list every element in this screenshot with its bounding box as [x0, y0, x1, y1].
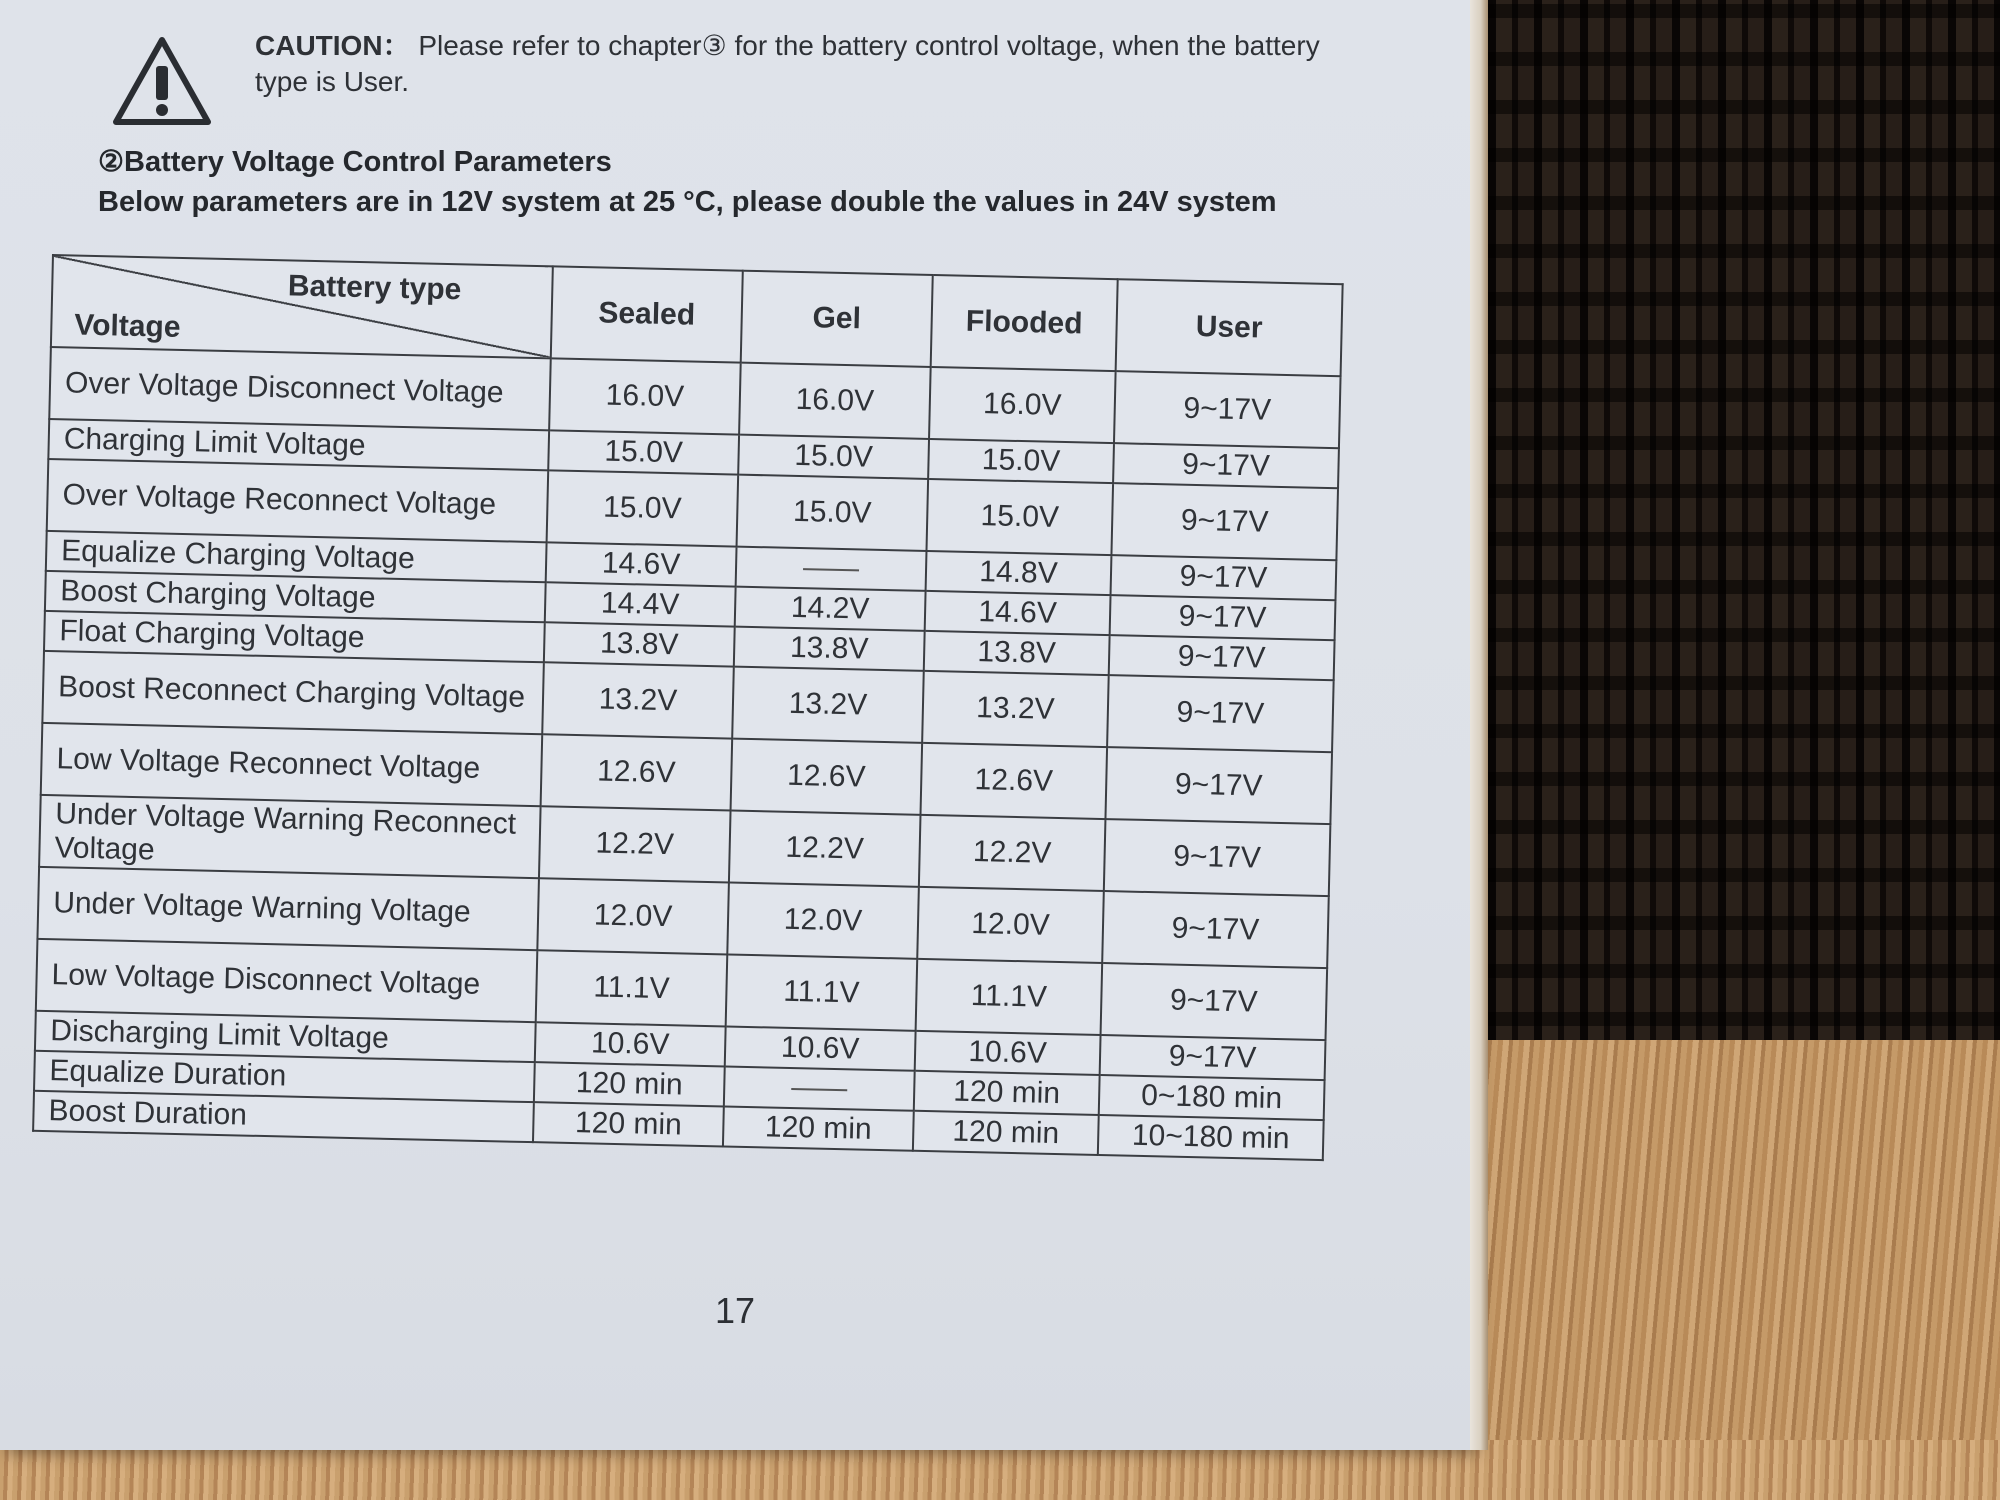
cell-flooded: 10.6V: [915, 1031, 1101, 1075]
cell-gel: 12.0V: [727, 883, 919, 959]
column-header-flooded: Flooded: [931, 275, 1118, 371]
row-label: Boost Duration: [33, 1091, 534, 1142]
cell-user: 9~17V: [1102, 891, 1329, 968]
page-number: 17: [715, 1290, 756, 1331]
voltage-label: Voltage: [74, 308, 181, 344]
cell-flooded: 13.8V: [924, 631, 1110, 675]
cell-flooded: 14.8V: [926, 551, 1112, 595]
cell-user: 9~17V: [1101, 963, 1328, 1040]
cell-sealed: 13.8V: [544, 622, 735, 666]
cell-flooded: 13.2V: [922, 671, 1109, 747]
cell-sealed: 13.2V: [542, 662, 734, 738]
section-note: Below parameters are in 12V system at 25 °C, please double the values in 24V system: [98, 186, 1277, 218]
caution-label: CAUTION：: [255, 30, 411, 61]
row-label: Low Voltage Disconnect Voltage: [36, 939, 538, 1022]
cell-flooded: 12.0V: [917, 887, 1104, 963]
cell-user: 9~17V: [1109, 635, 1335, 680]
caution-note: [255, 28, 1335, 100]
cell-gel: 13.8V: [734, 627, 925, 671]
cell-sealed: 14.6V: [546, 542, 737, 586]
cell-sealed: 12.0V: [537, 878, 729, 954]
row-label: Under Voltage Warning Voltage: [37, 867, 539, 950]
warning-triangle-icon: [112, 36, 212, 128]
woven-mat-background: [1450, 0, 2000, 1060]
row-label: Boost Reconnect Charging Voltage: [42, 651, 544, 734]
column-header-user: User: [1116, 279, 1343, 376]
cell-user: 9~17V: [1111, 555, 1337, 600]
caution-body: Please refer to chapter③ for the battery control voltage, when the battery type is User.: [255, 30, 1320, 97]
cell-flooded: 14.6V: [925, 591, 1111, 635]
section-title: ②Battery Voltage Control Parameters: [98, 146, 612, 178]
cell-sealed: 16.0V: [549, 358, 741, 434]
cell-user: 9~17V: [1114, 371, 1341, 448]
cell-user: 9~17V: [1100, 1035, 1326, 1080]
row-label: Equalize Duration: [34, 1051, 535, 1102]
cell-gel: 15.0V: [738, 435, 929, 479]
page-edge: [1470, 0, 1488, 1450]
battery-voltage-table: [32, 254, 1344, 1161]
wooden-table-background: [1450, 1040, 2000, 1500]
cell-user: 9~17V: [1111, 483, 1338, 560]
cell-sealed: 12.2V: [539, 806, 731, 882]
cell-gel: 12.2V: [729, 811, 921, 887]
cell-sealed: 10.6V: [535, 1022, 726, 1066]
column-header-gel: Gel: [741, 271, 933, 367]
cell-gel: 13.2V: [732, 667, 924, 743]
cell-gel: 10.6V: [725, 1026, 916, 1070]
cell-flooded: 15.0V: [928, 439, 1114, 483]
cell-flooded: 12.6V: [920, 743, 1107, 819]
cell-flooded: 120 min: [914, 1071, 1100, 1115]
dash-placeholder: [803, 568, 859, 571]
cell-gel: 12.6V: [731, 739, 923, 815]
table-body: [33, 347, 1340, 1160]
cell-user: 9~17V: [1105, 747, 1332, 824]
row-label: Discharging Limit Voltage: [35, 1011, 536, 1062]
battery-type-label: Battery type: [287, 269, 462, 307]
cell-user: 9~17V: [1107, 675, 1334, 752]
row-label: Charging Limit Voltage: [48, 419, 549, 470]
cell-user: 9~17V: [1113, 443, 1339, 488]
row-label: Over Voltage Reconnect Voltage: [47, 459, 549, 542]
cell-flooded: 15.0V: [926, 479, 1113, 555]
row-label: Over Voltage Disconnect Voltage: [49, 347, 551, 430]
cell-user: 10~180 min: [1098, 1115, 1324, 1160]
row-label: Under Voltage Warning Reconnect Voltage: [39, 795, 541, 878]
dash-placeholder: [791, 1088, 847, 1091]
cell-gel: 16.0V: [739, 363, 931, 439]
cell-sealed: 15.0V: [548, 430, 739, 474]
cell-user: 9~17V: [1104, 819, 1331, 896]
row-label: Equalize Charging Voltage: [46, 531, 547, 582]
row-label: Boost Charging Voltage: [45, 571, 546, 622]
parameter-table-wrapper: [32, 254, 1344, 1161]
cell-user: 9~17V: [1110, 595, 1336, 640]
cell-sealed: 15.0V: [547, 470, 739, 546]
cell-flooded: 12.2V: [919, 815, 1106, 891]
cell-gel: 120 min: [723, 1106, 914, 1150]
cell-gel-empty: [724, 1066, 915, 1110]
cell-gel-empty: [736, 547, 927, 591]
corner-header-cell: [51, 255, 553, 358]
column-header-sealed: Sealed: [551, 266, 743, 362]
cell-sealed: 120 min: [534, 1062, 725, 1106]
cell-sealed: 12.6V: [541, 734, 733, 810]
cell-flooded: 16.0V: [929, 367, 1116, 443]
cell-sealed: 11.1V: [536, 950, 728, 1026]
cell-flooded: 120 min: [913, 1111, 1099, 1155]
cell-user: 0~180 min: [1099, 1075, 1325, 1120]
cell-gel: 15.0V: [737, 475, 929, 551]
cell-sealed: 14.4V: [545, 582, 736, 626]
cell-sealed: 120 min: [533, 1102, 724, 1146]
row-label: Low Voltage Reconnect Voltage: [41, 723, 543, 806]
cell-gel: 14.2V: [735, 587, 926, 631]
cell-gel: 11.1V: [726, 955, 918, 1031]
cell-flooded: 11.1V: [916, 959, 1103, 1035]
row-label: Float Charging Voltage: [44, 611, 545, 662]
